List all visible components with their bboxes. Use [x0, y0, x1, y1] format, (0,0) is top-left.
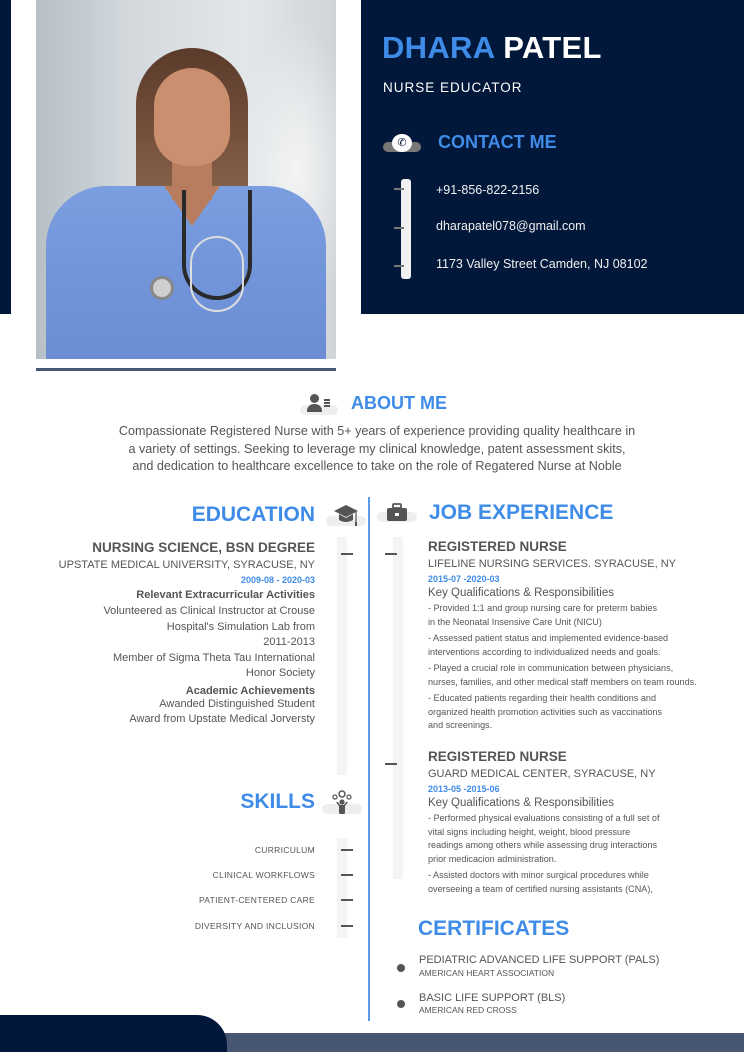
skill-item: CLINICAL WORKFLOWS	[212, 870, 315, 880]
person-list-icon	[300, 393, 338, 415]
bullet-line: and screenings.	[428, 720, 493, 730]
first-name: DHARA	[382, 30, 495, 65]
job-bullet	[428, 812, 738, 866]
phone-glyph: ✆	[392, 134, 412, 152]
job-bullet	[428, 662, 738, 689]
bullet-line: interventions according to individualized needs and goals.	[428, 646, 661, 657]
bullet-line: - Played a crucial role in communication between physicians,	[428, 663, 674, 673]
bullet-line: - Assisted doctors with minor surgical procedures while	[428, 870, 649, 880]
job-bullet	[428, 632, 738, 659]
about-line: Compassionate Registered Nurse with 5+ years of experience providing quality healthcare in	[118, 424, 636, 438]
certificate-name: PEDIATRIC ADVANCED LIFE SUPPORT (PALS)	[419, 954, 660, 966]
certificates-heading: CERTIFICATES	[418, 917, 570, 940]
stethoscope-earpiece	[190, 236, 244, 312]
contact-tick	[394, 227, 404, 229]
skill-item: PATIENT-CENTERED CARE	[198, 895, 315, 905]
contact-heading: CONTACT ME	[438, 132, 557, 152]
extracurricular-line: 2011-2013	[263, 636, 315, 648]
photo-underline	[36, 368, 336, 371]
extracurricular-line: Honor Society	[245, 667, 315, 679]
extracurricular-line: Hospital's Simulation Lab from	[166, 620, 315, 633]
job-kq-heading: Key Qualifications & Responsibilities	[428, 587, 615, 599]
extracurricular-line: Volunteered as Clinical Instructor at Crouse	[103, 605, 315, 617]
education-dates: 2009-08 - 2020-03	[240, 575, 315, 585]
icon-head	[310, 394, 319, 403]
bullet-line: - Performed physical evaluations consisting of a full set of	[428, 813, 660, 823]
skill-dash	[341, 899, 353, 901]
bullet-line: prior medicacion administration.	[428, 853, 557, 864]
bullet-line: readings among others while assessing drug interactions	[428, 840, 657, 850]
achievement-line: Awanded Distinguished Student	[159, 697, 315, 710]
bullet-line: in the Neonatal Insensive Care Unit (NICU)	[428, 616, 602, 627]
about-heading: ABOUT ME	[351, 393, 447, 413]
achievement-line: Award from Upstate Medical Jorversty	[129, 713, 315, 725]
bullet-line: vital signs including height, weight, blood pressure	[428, 826, 631, 837]
job-title: NURSE EDUCATOR	[383, 80, 523, 95]
phone-icon	[383, 134, 421, 152]
certificate-name: BASIC LIFE SUPPORT (BLS)	[419, 992, 566, 1004]
extracurricular-line: Member of Sigma Theta Tau International	[113, 651, 315, 664]
center-divider	[368, 497, 370, 1021]
education-dash	[341, 553, 353, 555]
education-entry	[35, 540, 315, 728]
contact-email[interactable]: dharapatel078@gmail.com	[436, 219, 586, 233]
bullet-line: nurses, families, and other medical staff members on team rounds.	[428, 676, 697, 687]
skills-heading: SKILLS	[240, 790, 315, 813]
job-company: LIFELINE NURSING SERVICES. SYRACUSE, NY	[428, 558, 676, 570]
job-dates: 2015-07 -2020-03	[428, 574, 500, 584]
experience-rail	[393, 537, 403, 879]
bullet-dot-icon	[397, 964, 405, 972]
bullet-dot-icon	[397, 1000, 405, 1008]
bullet-line: organized health promotion activities such as vaccinations	[428, 706, 663, 717]
icon-body	[307, 404, 322, 412]
education-heading: EDUCATION	[191, 503, 315, 526]
contact-rail	[401, 179, 411, 279]
skill-dash	[341, 849, 353, 851]
achievements-heading: Academic Achievements	[185, 684, 315, 697]
skill-item: DIVERSITY AND INCLUSION	[194, 921, 315, 931]
job-role: REGISTERED NURSE	[428, 749, 567, 764]
contact-tick	[394, 265, 404, 267]
full-name	[382, 30, 602, 66]
footer-navy-tab	[0, 1015, 227, 1052]
skill-item: CURRICULUM	[254, 845, 315, 855]
job-dates: 2013-05 -2015-06	[428, 784, 500, 794]
education-degree: NURSING SCIENCE, BSN DEGREE	[92, 540, 315, 555]
stethoscope-chestpiece	[150, 276, 174, 300]
bullet-line: overseeing a team of certified nursing assistants (CNA),	[428, 883, 653, 894]
skill-dash	[341, 925, 353, 927]
contact-address: 1173 Valley Street Camden, NJ 08102	[436, 257, 648, 271]
certificate-org: AMERICAN HEART ASSOCIATION	[419, 968, 555, 978]
job-dash	[385, 553, 397, 555]
job-bullet	[428, 692, 738, 733]
graduation-cap-icon	[333, 503, 359, 527]
header-panel	[361, 0, 744, 314]
profile-photo	[36, 0, 336, 359]
left-navy-strip	[0, 0, 11, 314]
job-bullet	[428, 602, 738, 629]
bullet-line: - Educated patients regarding their health conditions and	[428, 693, 657, 703]
job-company: GUARD MEDICAL CENTER, SYRACUSE, NY	[428, 768, 656, 780]
job-kq-heading: Key Qualifications & Responsibilities	[428, 797, 615, 809]
job-entry	[428, 539, 738, 733]
person-gears-icon	[330, 790, 354, 816]
photo-face	[154, 68, 230, 166]
contact-phone[interactable]: +91-856-822-2156	[436, 183, 540, 197]
certificate-org: AMERICAN RED CROSS	[419, 1005, 517, 1015]
bullet-line: - Assessed patient status and implemented evidence-based	[428, 633, 669, 643]
extracurricular-heading: Relevant Extracurricular Activities	[136, 589, 315, 601]
job-role: REGISTERED NURSE	[428, 539, 567, 554]
briefcase-icon	[386, 503, 408, 523]
about-line: and dedication to healthcare excellence to take on the role of Regatered Nurse at Noble	[132, 459, 622, 473]
bullet-line: - Provided 1:1 and group nursing care for preterm babies	[428, 603, 657, 613]
last-name: PATEL	[503, 30, 602, 65]
skills-rail	[337, 838, 347, 938]
education-school: UPSTATE MEDICAL UNIVERSITY, SYRACUSE, NY	[58, 559, 315, 571]
job-dash	[385, 763, 397, 765]
job-bullet	[428, 869, 738, 896]
contact-tick	[394, 188, 404, 190]
education-rail	[337, 537, 347, 775]
job-entry	[428, 749, 738, 896]
about-text	[80, 423, 674, 476]
experience-heading: JOB EXPERIENCE	[429, 501, 614, 524]
skill-dash	[341, 874, 353, 876]
about-line: a variety of settings. Seeking to leverage my clinical knowledge, patent assessment skits,	[128, 441, 626, 456]
icon-lines	[324, 399, 330, 401]
